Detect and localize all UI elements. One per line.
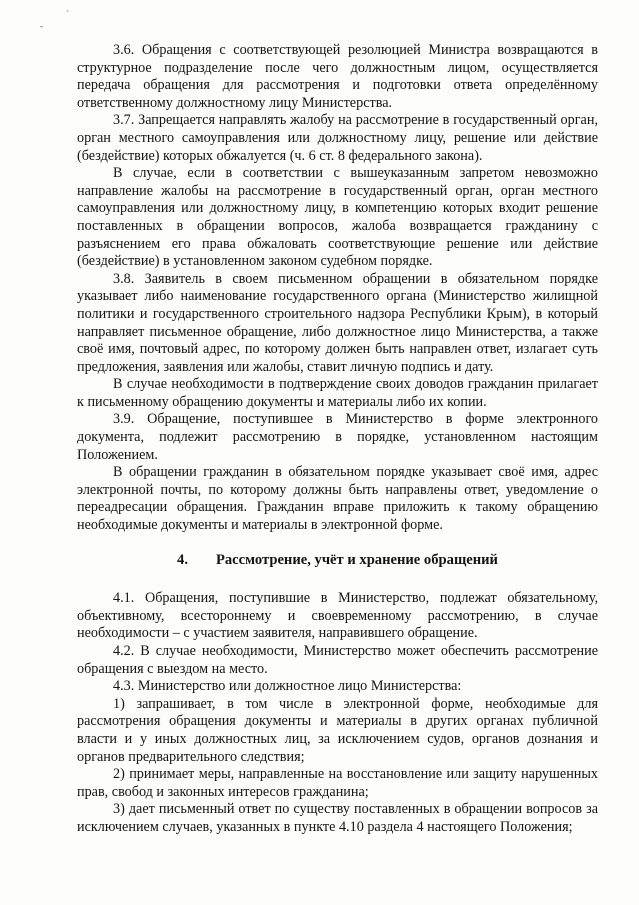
- paragraph-3-9-note: В обращении гражданин в обязательном порядке указывает своё имя, адрес электронной почты, по которому должны быть направлены ответ, уведомление о переадресации обращения. Гражданин вправе приложить к такому обращению необходимые документы и материалы в электронной форме.: [77, 464, 598, 534]
- list-item: 1) запрашивает, в том числе в электронной форме, необходимые для рассмотрения обращения документы и материалы в других органах публичной власти и у иных должностных лиц, за исключением судов, органов дознания и органов предварительного следствия;: [77, 695, 598, 765]
- section-title: Рассмотрение, учёт и хранение обращений: [215, 551, 498, 568]
- section-heading: [77, 552, 598, 570]
- paragraph-4-1: 4.1. Обращения, поступившие в Министерство, подлежат обязательному, объективному, всестороннему и своевременному рассмотрению, в случае необходимости – с участием заявителя, направившего обращение.: [77, 590, 598, 642]
- list-item: 3) дает письменный ответ по существу поставленных в обращении вопросов за исключением случаев, указанных в пункте 4.10 раздела 4 настоящего Положения;: [77, 801, 598, 835]
- paragraph-3-8: 3.8. Заявитель в своем письменном обращении в обязательном порядке указывает либо наименование государственного органа (Министерство жилищной политики и государственного строительного надзора Республики Крым), в который направляет письменное обращение, либо должностное лицо Министерства, а также своё имя, почтовый адрес, по которому должен быть направлен ответ, излагает суть предложения, заявления или жалобы, ставит личную подпись и дату.: [77, 270, 598, 375]
- paragraph-3-8-note: В случае необходимости в подтверждение своих доводов гражданин прилагает к письменному обращению документы и материалы либо их копии.: [77, 376, 598, 410]
- paragraph-3-9: 3.9. Обращение, поступившее в Министерство в форме электронного документа, подлежит рассмотрению в порядке, установленном настоящим Положением.: [77, 411, 598, 463]
- paragraph-3-7-note: В случае, если в соответствии с вышеуказанным запретом невозможно направление жалобы на рассмотрение в государственный орган, орган местного самоуправления или должностному лицу, в компетенцию которых входит решение поставленных в обращении вопросов, жалоба возвращается гражданину с разъяснением его права обжаловать соответствующие решение или действие (бездействие) в установленном законом судебном порядке.: [77, 165, 598, 270]
- list-item: 2) принимает меры, направленные на восстановление или защиту нарушенных прав, свобод и законных интересов гражданина;: [77, 766, 598, 800]
- scan-mark: -: [40, 21, 43, 31]
- document-body: [77, 42, 598, 837]
- section-number: 4.: [177, 551, 188, 568]
- paragraph-3-6: 3.6. Обращения с соответствующей резолюцией Министра возвращаются в структурное подразделение после чего должностным лицом, осуществляется передача обращения для рассмотрения и подготовки ответа определённому ответственному должностному лицу Министерства.: [77, 42, 598, 111]
- paragraph-4-2: 4.2. В случае необходимости, Министерство может обеспечить рассмотрение обращения с выездом на место.: [77, 643, 598, 677]
- scan-mark: ´: [66, 9, 69, 19]
- paragraph-4-3: 4.3. Министерство или должностное лицо Министерства:: [113, 678, 462, 695]
- paragraph-3-7: 3.7. Запрещается направлять жалобу на рассмотрение в государственный орган, орган местного самоуправления или должностному лицу, решение или действие (бездействие) которых обжалуется (ч. 6 ст. 8 федерального закона).: [77, 112, 598, 164]
